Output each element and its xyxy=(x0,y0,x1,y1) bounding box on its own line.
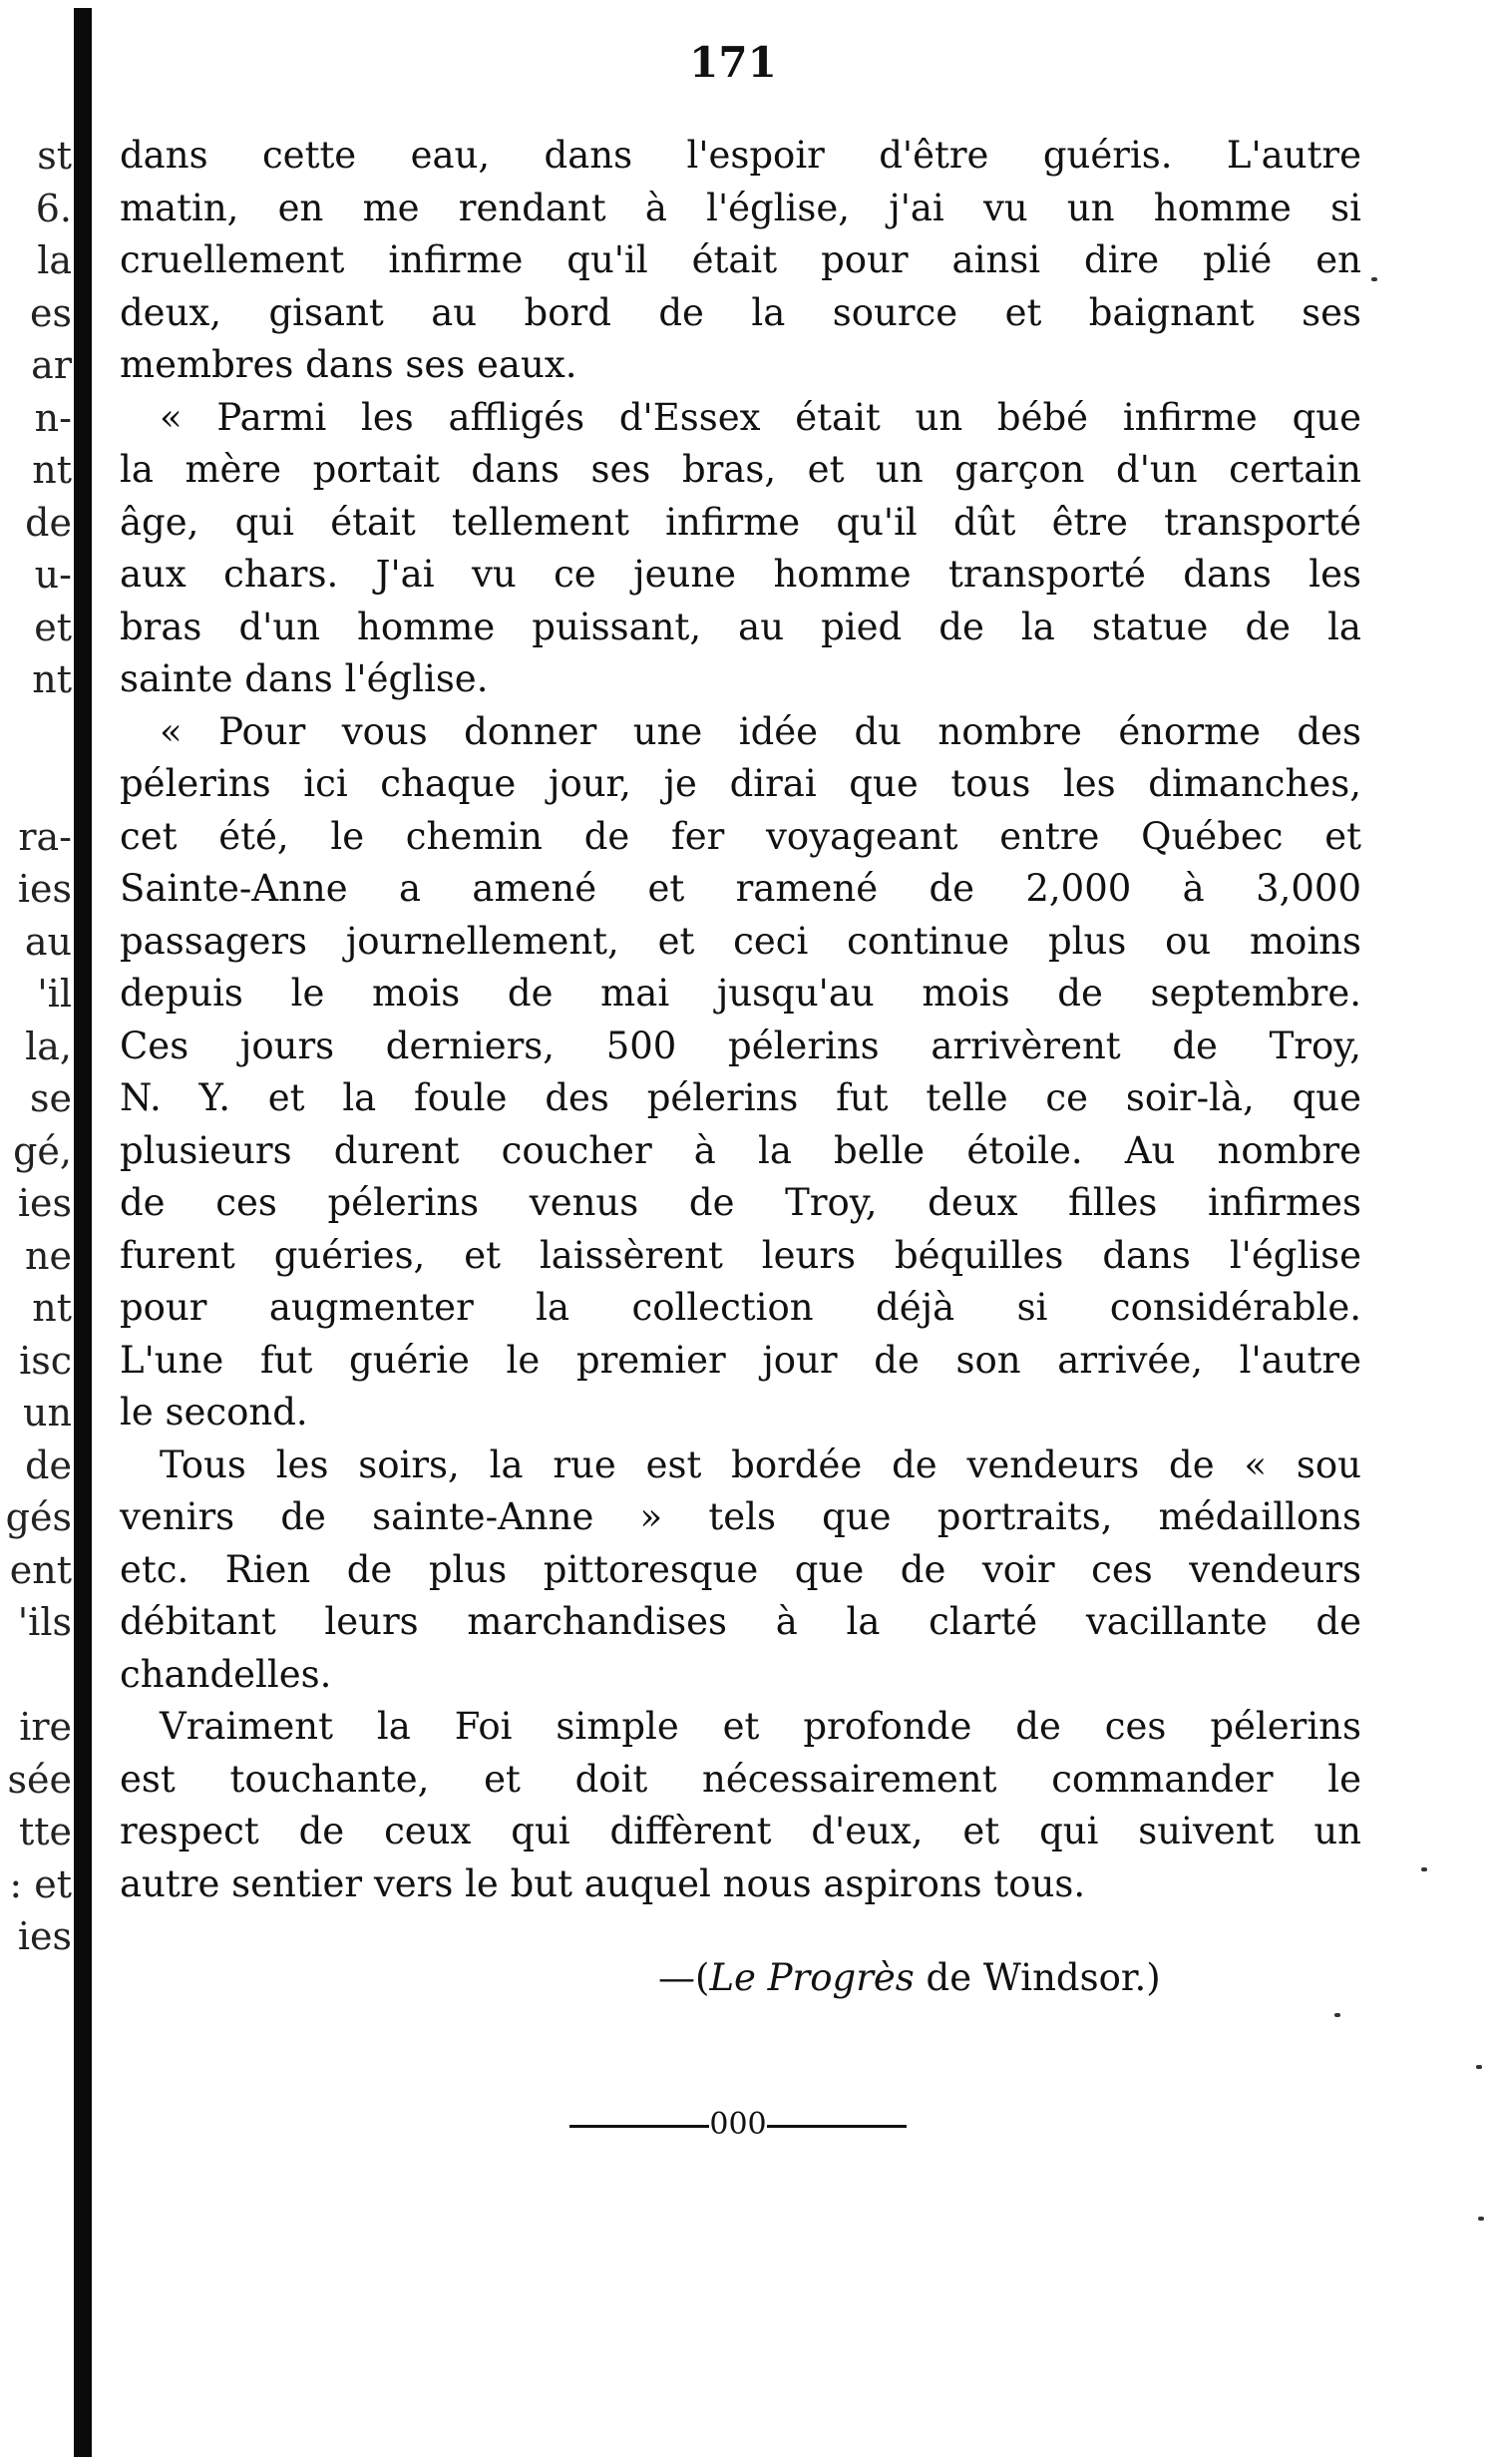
text-line: deux, gisant au bord de la source et baignant ses xyxy=(120,290,1361,334)
text-line: la mère portait dans ses bras, et un garçon d'un certain xyxy=(120,448,1361,491)
text-line: bras d'un homme puissant, au pied de la statue de la xyxy=(120,605,1361,648)
gutter-fragment: tte xyxy=(18,1810,72,1853)
print-speck xyxy=(1476,2065,1482,2069)
gutter-fragment: n- xyxy=(34,395,72,440)
print-speck xyxy=(1478,2217,1484,2221)
text-line: cet été, le chemin de fer voyageant entre Québec et xyxy=(120,814,1361,858)
paragraph xyxy=(120,706,1361,1439)
gutter-fragment: ra- xyxy=(18,814,72,859)
gutter-fragment: au xyxy=(24,919,72,964)
gutter-fragment: ne xyxy=(25,1233,72,1278)
paragraph xyxy=(120,130,1361,392)
gutter-fragment: la, xyxy=(25,1024,72,1068)
text-line: le second. xyxy=(120,1391,308,1434)
text-line: N. Y. et la foule des pélerins fut telle ce soir-là, que xyxy=(120,1076,1361,1119)
gutter-fragment: un xyxy=(23,1391,72,1435)
gutter-fragment: gés xyxy=(5,1495,72,1539)
gutter-fragment: sée xyxy=(7,1757,72,1802)
gutter-fragment xyxy=(0,758,72,811)
gutter-fragment: 'il xyxy=(37,972,72,1016)
attribution-dash: —( xyxy=(658,1956,710,1999)
gutter-fragment: ar xyxy=(31,343,72,387)
gutter-fragment: ies xyxy=(17,1181,72,1225)
gutter-fragment: nt xyxy=(32,448,72,492)
gutter-fragment: 6. xyxy=(35,186,72,230)
paragraph xyxy=(120,392,1361,706)
text-line: respect de ceux qui diffèrent d'eux, et qui suivent un xyxy=(120,1810,1361,1852)
gutter-fragment: la xyxy=(37,238,72,282)
text-line: membres dans ses eaux. xyxy=(120,343,577,386)
adjacent-page-fragments xyxy=(0,130,72,1963)
text-line: etc. Rien de plus pittoresque que de voir ces vendeurs xyxy=(120,1547,1361,1591)
text-line: venirs de sainte-Anne » tels que portraits, médaillons xyxy=(120,1495,1361,1538)
gutter-fragment: gé, xyxy=(13,1128,72,1173)
section-separator xyxy=(539,2105,937,2145)
gutter-fragment: de xyxy=(25,1442,72,1487)
attribution-title: Le Progrès xyxy=(709,1956,915,1999)
gutter-fragment: 'ils xyxy=(17,1600,72,1644)
attribution-rest: de Windsor.) xyxy=(914,1956,1161,1999)
gutter-fragment: ent xyxy=(9,1547,72,1592)
gutter-fragment: de xyxy=(25,500,72,545)
gutter-fragment: ire xyxy=(19,1705,72,1749)
text-line: pélerins ici chaque jour, je dirai que tous les dimanches, xyxy=(120,762,1361,805)
text-line: cruellement infirme qu'il était pour ainsi dire plié en xyxy=(120,238,1361,281)
article-body xyxy=(120,130,1361,1910)
gutter-fragment: nt xyxy=(32,657,72,701)
text-line: Sainte-Anne a amené et ramené de 2,000 à 3,000 xyxy=(120,867,1361,910)
text-line: passagers journellement, et ceci continue plus ou moins xyxy=(120,919,1361,963)
gutter-fragment: et xyxy=(34,605,72,649)
text-line: depuis le mois de mai jusqu'au mois de septembre. xyxy=(120,972,1361,1015)
text-line: est touchante, et doit nécessairement commander le xyxy=(120,1757,1361,1801)
text-line: débitant leurs marchandises à la clarté vacillante de xyxy=(120,1600,1361,1643)
text-line: aux chars. J'ai vu ce jeune homme transporté dans les xyxy=(120,553,1361,596)
text-line: « Pour vous donner une idée du nombre énorme des xyxy=(160,709,1361,753)
gutter-fragment: nt xyxy=(32,1286,72,1330)
gutter-fragment: u- xyxy=(34,553,72,597)
text-line: plusieurs durent coucher à la belle étoile. Au nombre xyxy=(120,1128,1361,1172)
text-line: « Parmi les affligés d'Essex était un bébé infirme que xyxy=(160,395,1361,439)
text-line: sainte dans l'église. xyxy=(120,657,489,700)
print-speck xyxy=(1371,277,1377,281)
text-line: Ces jours derniers, 500 pélerins arrivèrent de Troy, xyxy=(120,1024,1361,1067)
text-line: de ces pélerins venus de Troy, deux filles infirmes xyxy=(120,1181,1361,1224)
text-line: dans cette eau, dans l'espoir d'être guéris. L'autre xyxy=(120,134,1361,177)
text-line: Tous les soirs, la rue est bordée de vendeurs de « sou xyxy=(160,1442,1361,1486)
separator-rule-right xyxy=(767,2125,907,2128)
separator-rule-left xyxy=(569,2125,709,2128)
text-line: autre sentier vers le but auquel nous aspirons tous. xyxy=(120,1861,1086,1905)
binding-edge-rule xyxy=(74,8,92,2457)
gutter-fragment: : et xyxy=(9,1861,72,1906)
text-line: L'une fut guérie le premier jour de son arrivée, l'autre xyxy=(120,1338,1361,1382)
text-line: âge, qui était tellement infirme qu'il dût être transporté xyxy=(120,500,1361,544)
separator-ornament: 000 xyxy=(709,2107,767,2142)
text-line: furent guéries, et laissèrent leurs béquilles dans l'église xyxy=(120,1233,1361,1277)
gutter-fragment: es xyxy=(30,290,72,335)
source-attribution xyxy=(658,1952,1356,2005)
print-speck xyxy=(1421,1867,1427,1871)
gutter-fragment: ies xyxy=(17,867,72,911)
paragraph xyxy=(120,1439,1361,1702)
text-line: chandelles. xyxy=(120,1652,332,1696)
page-number: 171 xyxy=(689,38,777,87)
gutter-fragment: ies xyxy=(17,1914,72,1958)
gutter-fragment xyxy=(0,706,72,759)
text-line: Vraiment la Foi simple et profonde de ces pélerins xyxy=(160,1705,1361,1748)
paragraph xyxy=(120,1701,1361,1910)
gutter-fragment xyxy=(0,1649,72,1702)
text-line: pour augmenter la collection déjà si considérable. xyxy=(120,1286,1361,1329)
print-speck xyxy=(1334,2013,1340,2017)
text-line: matin, en me rendant à l'église, j'ai vu un homme si xyxy=(120,186,1361,229)
gutter-fragment: st xyxy=(37,134,72,178)
gutter-fragment: se xyxy=(30,1076,72,1120)
gutter-fragment: isc xyxy=(19,1338,72,1383)
